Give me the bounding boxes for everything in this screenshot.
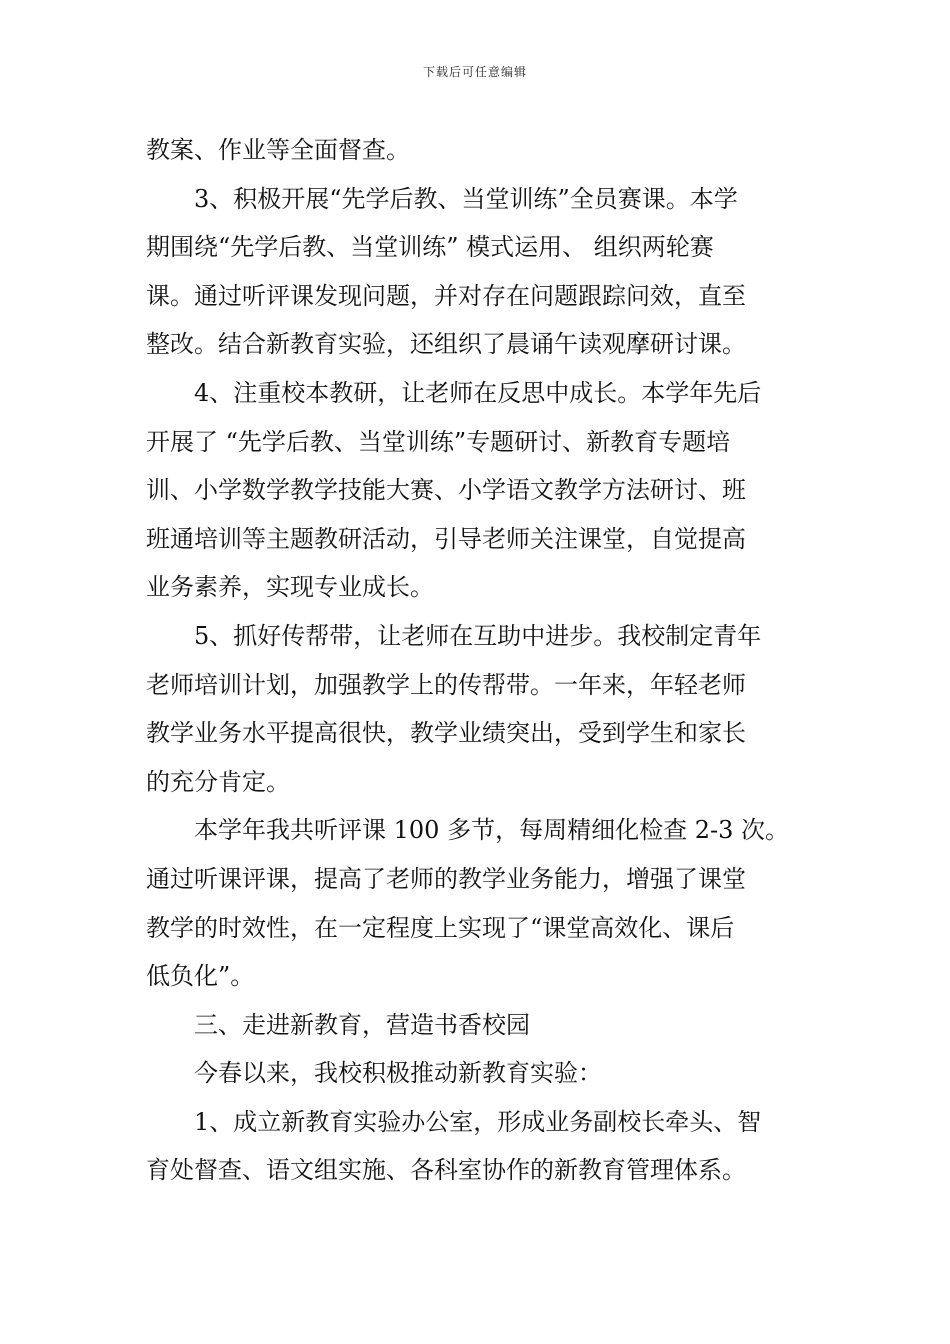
text-line: 3、积极开展“先学后教、当堂训练”全员赛课。本学	[194, 184, 738, 213]
text-line: 课。通过听评课发现问题，并对存在问题跟踪问效，直至	[146, 281, 746, 310]
text-line: 本学年我共听评课 100 多节，每周精细化检查 2-3 次。	[194, 816, 789, 845]
text-line: 期围绕“先学后教、当堂训练” 模式运用、 组织两轮赛	[146, 233, 714, 262]
text-line: 业务素养，实现专业成长。	[146, 573, 434, 602]
text-line: 1、成立新教育实验办公室，形成业务副校长牵头、智	[194, 1107, 762, 1136]
text-line: 老师培训计划，加强教学上的传帮带。一年来，年轻老师	[146, 670, 746, 699]
text-line: 教学业务水平提高很快，教学业绩突出，受到学生和家长	[146, 719, 746, 748]
section-heading: 三、走进新教育，营造书香校园	[194, 1010, 530, 1039]
text-line: 育处督查、语文组实施、各科室协作的新教育管理体系。	[146, 1156, 746, 1185]
text-line: 5、抓好传帮带，让老师在互助中进步。我校制定青年	[194, 621, 762, 650]
text-line: 教学的时效性，在一定程度上实现了“课堂高效化、课后	[146, 913, 735, 942]
text-line: 训、小学数学教学技能大赛、小学语文教学方法研讨、班	[146, 476, 746, 505]
text-line: 低负化”。	[146, 962, 255, 991]
text-line: 班通培训等主题教研活动，引导老师关注课堂，自觉提高	[146, 524, 746, 553]
document-body	[146, 126, 806, 1195]
text-line: 整改。结合新教育实验，还组织了晨诵午读观摩研讨课。	[146, 330, 746, 359]
text-line: 今春以来，我校积极推动新教育实验：	[194, 1059, 602, 1088]
text-line: 开展了 “先学后教、当堂训练”专题研讨、新教育专题培	[146, 427, 731, 456]
text-line: 的充分肯定。	[146, 767, 290, 796]
text-line: 教案、作业等全面督查。	[146, 136, 410, 164]
text-line: 4、注重校本教研，让老师在反思中成长。本学年先后	[194, 378, 762, 407]
text-line: 通过听课评课，提高了老师的教学业务能力，增强了课堂	[146, 864, 746, 893]
page-header-note: 下载后可任意编辑	[422, 65, 527, 79]
